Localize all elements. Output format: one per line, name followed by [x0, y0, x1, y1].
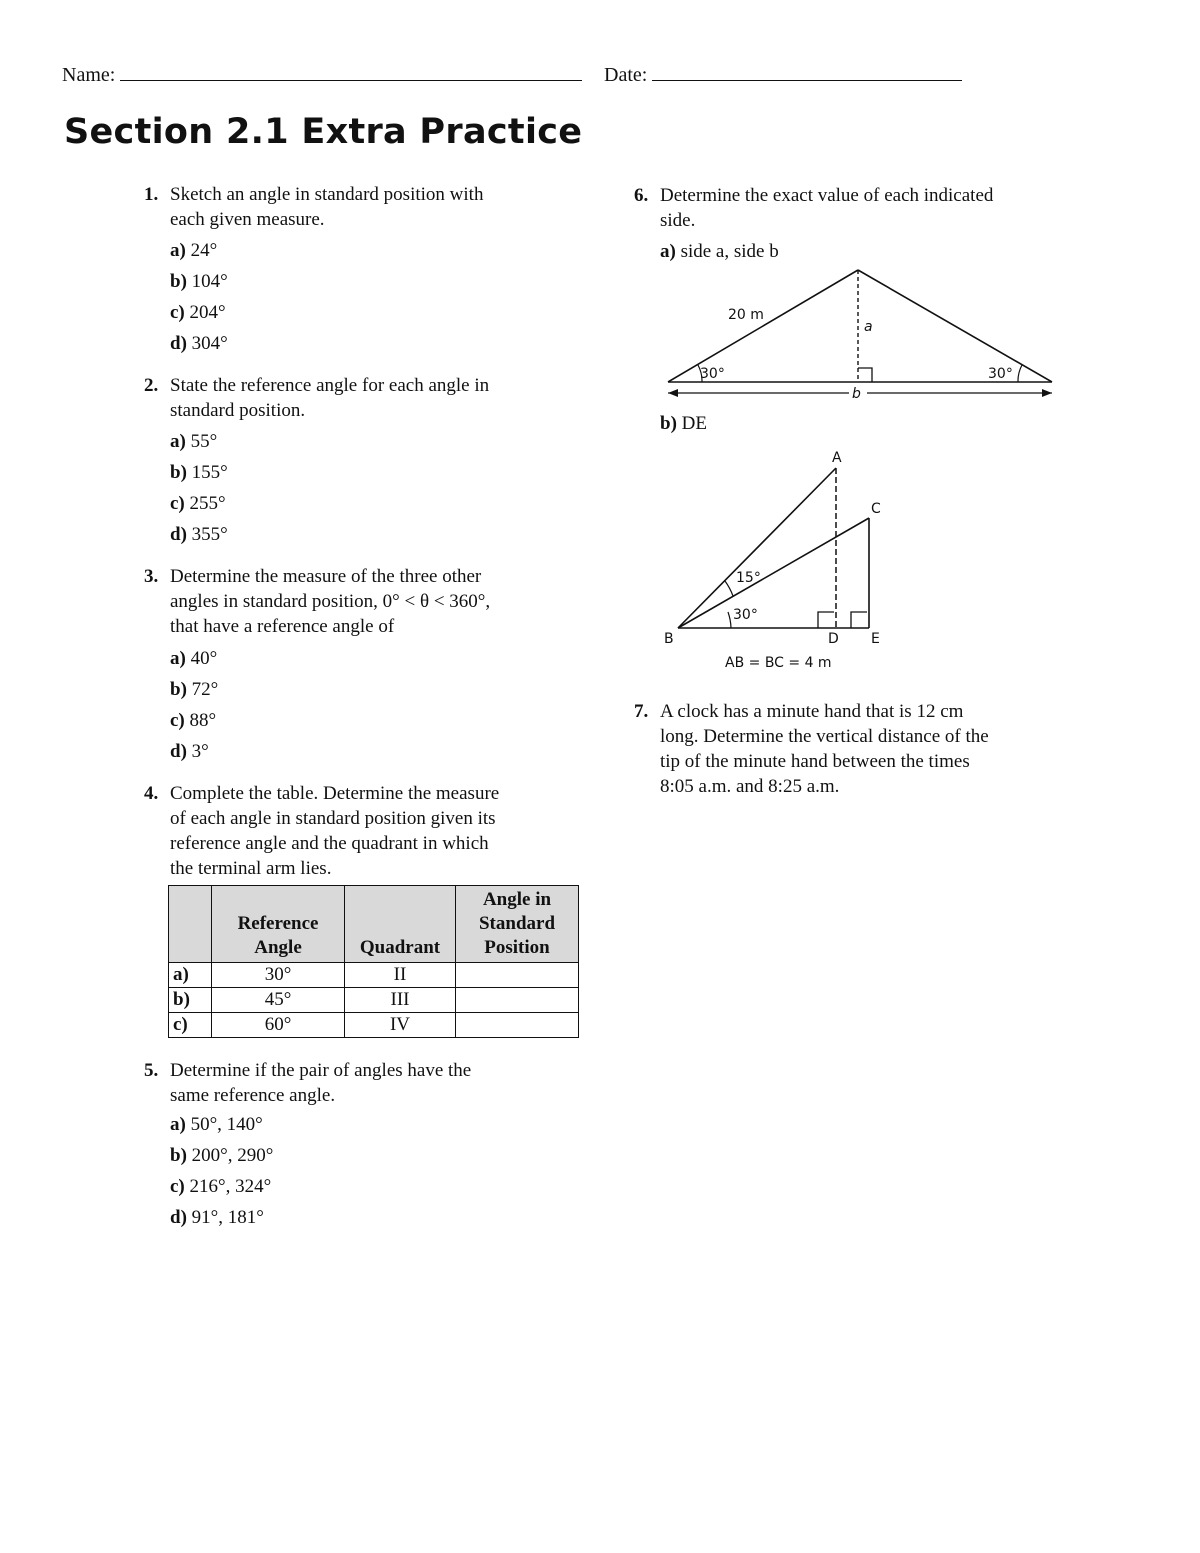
point-label-d: D: [828, 631, 839, 647]
base-label-b: b: [852, 386, 861, 402]
list-item: a) 24°: [170, 240, 218, 261]
list-item: d) 355°: [170, 524, 228, 545]
list-item: d) 91°, 181°: [170, 1207, 264, 1228]
quadrant-cell: IV: [345, 1013, 456, 1038]
row-label: b): [169, 988, 212, 1013]
answer-cell[interactable]: [456, 988, 579, 1013]
question-1: [144, 182, 484, 232]
triangle-figure-b: [660, 442, 900, 674]
answer-cell[interactable]: [456, 1013, 579, 1038]
triangle-figure-a: [660, 262, 1060, 407]
quadrant-cell: II: [345, 963, 456, 988]
question-text: that have a reference angle of: [170, 616, 395, 637]
question-text: angles in standard position, 0° < θ < 360°,: [170, 591, 491, 612]
question-text: Complete the table. Determine the measure: [170, 783, 500, 804]
date-line[interactable]: [652, 80, 962, 81]
question-5: [144, 1058, 472, 1108]
name-line[interactable]: [120, 80, 582, 81]
question-3: [144, 564, 491, 639]
list-item: c) 88°: [170, 710, 217, 731]
table-row: [169, 963, 579, 988]
question-7: [634, 699, 989, 799]
question-text: of each angle in standard position given its: [170, 808, 496, 829]
list-item: b) 72°: [170, 679, 219, 700]
question-number: 7.: [634, 701, 649, 722]
column-header-reference: Reference Angle: [212, 886, 345, 963]
question-4: [144, 781, 500, 881]
table-corner-cell: [169, 886, 212, 963]
quadrant-cell: III: [345, 988, 456, 1013]
angle-arc-right: [1018, 365, 1022, 382]
list-item: c) 204°: [170, 302, 226, 323]
question-number: 1.: [144, 184, 159, 205]
page-title: Section 2.1 Extra Practice: [64, 112, 583, 152]
list-item: a) 55°: [170, 431, 218, 452]
reference-cell: 60°: [212, 1013, 345, 1038]
angle-arc-15: [725, 581, 733, 596]
angle-arc-30: [728, 612, 731, 628]
question-text: long. Determine the vertical distance of the: [660, 726, 989, 747]
column-header-quadrant: Quadrant: [345, 886, 456, 963]
reference-cell: 30°: [212, 963, 345, 988]
arrow-left-icon: [668, 389, 678, 397]
point-label-c: C: [871, 501, 881, 517]
figure-caption: AB = BC = 4 m: [725, 655, 832, 671]
question-text: Determine if the pair of angles have the: [170, 1060, 472, 1081]
angle-label-30: 30°: [733, 607, 758, 623]
list-item: c) 216°, 324°: [170, 1176, 272, 1197]
point-label-e: E: [871, 631, 880, 647]
reference-angle-table: [168, 885, 579, 1038]
table-row: [169, 1013, 579, 1038]
point-label-b: B: [664, 631, 674, 647]
column-header-angle: Angle in Standard Position: [456, 886, 579, 963]
date-label: Date:: [604, 64, 648, 86]
question-number: 3.: [144, 566, 159, 587]
segment-bc: [678, 518, 869, 628]
segment-ba: [678, 468, 836, 628]
question-number: 2.: [144, 375, 159, 396]
list-item: a) 50°, 140°: [170, 1114, 263, 1135]
name-field[interactable]: [62, 64, 582, 87]
question-2: [144, 373, 490, 423]
question-number: 6.: [634, 185, 649, 206]
question-text: tip of the minute hand between the times: [660, 751, 970, 772]
name-label: Name:: [62, 64, 116, 86]
angle-label-right: 30°: [988, 366, 1013, 382]
question-text: each given measure.: [170, 209, 325, 230]
question-text: 8:05 a.m. and 8:25 a.m.: [660, 776, 840, 797]
right-angle-icon: [858, 368, 872, 382]
question-text: the terminal arm lies.: [170, 858, 332, 879]
list-item: b) 104°: [170, 271, 228, 292]
question-6: [634, 183, 994, 233]
list-item: c) 255°: [170, 493, 226, 514]
table-row: [169, 988, 579, 1013]
question-text: standard position.: [170, 400, 306, 421]
table-header-row: [169, 886, 579, 963]
list-item: b) 155°: [170, 462, 228, 483]
question-text: same reference angle.: [170, 1085, 336, 1106]
question-number: 4.: [144, 783, 159, 804]
list-item: b) 200°, 290°: [170, 1145, 274, 1166]
angle-label-left: 30°: [700, 366, 725, 382]
right-angle-icon: [818, 612, 834, 628]
question-text: Sketch an angle in standard position with: [170, 184, 484, 205]
hyp-label: 20 m: [728, 307, 764, 323]
reference-cell: 45°: [212, 988, 345, 1013]
arrow-right-icon: [1042, 389, 1052, 397]
list-item: a) 40°: [170, 648, 218, 669]
list-item: d) 3°: [170, 741, 209, 762]
row-label: a): [169, 963, 212, 988]
row-label: c): [169, 1013, 212, 1038]
hypotenuse-left: [668, 270, 858, 382]
right-angle-icon: [851, 612, 867, 628]
question-text: Determine the measure of the three other: [170, 566, 482, 587]
part-b: b) DE: [660, 413, 707, 434]
question-number: 5.: [144, 1060, 159, 1081]
question-text: State the reference angle for each angle in: [170, 375, 490, 396]
height-label-a: a: [864, 319, 873, 335]
question-text: side.: [660, 210, 696, 231]
question-text: reference angle and the quadrant in which: [170, 833, 489, 854]
hypotenuse-right: [858, 270, 1052, 382]
question-text: A clock has a minute hand that is 12 cm: [660, 701, 964, 722]
point-label-a: A: [832, 450, 842, 466]
question-text: Determine the exact value of each indicated: [660, 185, 994, 206]
part-a: a) side a, side b: [660, 241, 779, 262]
list-item: d) 304°: [170, 333, 228, 354]
angle-label-15: 15°: [736, 570, 761, 586]
answer-cell[interactable]: [456, 963, 579, 988]
date-field[interactable]: [604, 64, 962, 87]
